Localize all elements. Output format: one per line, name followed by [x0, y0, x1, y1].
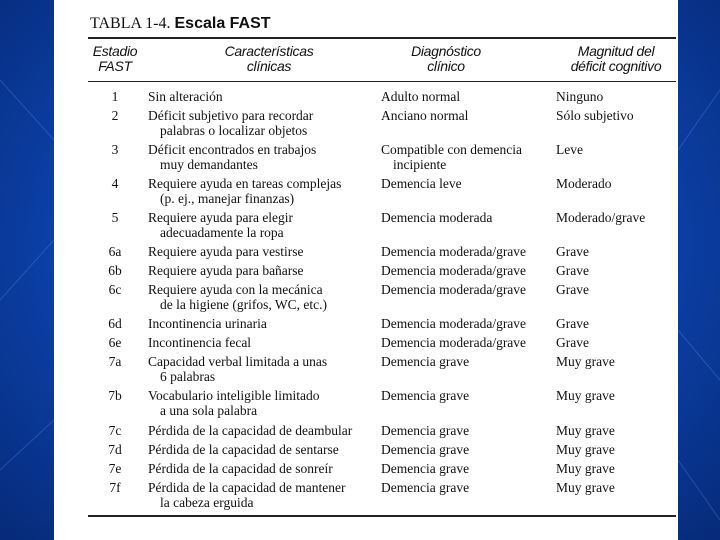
features-cell: Vocabulario inteligible limitado a una sola palabra [148, 388, 320, 418]
stage-cell: 7f [109, 480, 121, 495]
diagnosis-cell: Adulto normal [381, 89, 461, 104]
table-caption [90, 15, 271, 33]
diagnosis-cell: Demencia grave [381, 480, 470, 495]
features-cell: Déficit subjetivo para recordar palabras o localizar objetos [148, 108, 314, 138]
header-deficit: Magnitud del déficit cognitivo [570, 43, 662, 74]
features-cell: Déficit encontrados en trabajos muy demandantes [148, 142, 317, 172]
deficit-cell: Ninguno [556, 89, 604, 104]
diagnosis-cell: Demencia grave [381, 442, 470, 457]
stage-cell: 6c [108, 282, 122, 297]
caption-prefix: TABLA 1-4. [90, 15, 171, 32]
diagnosis-cell: Anciano normal [381, 108, 469, 123]
scanned-table-page [54, 0, 678, 540]
stage-cell: 7c [108, 423, 122, 438]
features-cell: Pérdida de la capacidad de sentarse [148, 442, 339, 457]
header-stage: Estadio FAST [92, 43, 138, 74]
deficit-cell: Moderado/grave [556, 210, 646, 225]
stage-cell: 6d [108, 316, 122, 331]
stage-cell: 7b [108, 388, 122, 403]
features-cell: Sin alteración [148, 89, 223, 104]
diagnosis-cell: Demencia moderada/grave [381, 335, 527, 350]
header-diagnosis: Diagnóstico clínico [411, 43, 481, 74]
diagnosis-cell: Demencia moderada/grave [381, 244, 527, 259]
features-cell: Requiere ayuda para bañarse [148, 263, 304, 278]
diagnosis-cell: Compatible con demencia incipiente [381, 142, 522, 172]
features-cell: Incontinencia urinaria [148, 316, 267, 331]
diagnosis-cell: Demencia moderada/grave [381, 263, 527, 278]
deficit-cell: Leve [556, 142, 583, 157]
deficit-cell: Grave [556, 335, 589, 350]
stage-cell: 6b [108, 263, 122, 278]
deficit-cell: Grave [556, 263, 589, 278]
features-cell: Pérdida de la capacidad de sonreír [148, 461, 333, 476]
deficit-cell: Muy grave [556, 480, 615, 495]
stage-cell: 7e [108, 461, 122, 476]
stage-cell: 6e [108, 335, 122, 350]
features-cell: Requiere ayuda en tareas complejas (p. ej., manejar finanzas) [148, 176, 342, 206]
features-cell: Requiere ayuda para elegir adecuadamente la ropa [148, 210, 294, 240]
stage-cell: 4 [111, 176, 119, 191]
features-cell: Pérdida de la capacidad de mantener la cabeza erguida [148, 480, 346, 510]
diagnosis-cell: Demencia moderada [381, 210, 493, 225]
diagnosis-cell: Demencia grave [381, 388, 470, 403]
header-features: Características clínicas [224, 43, 314, 74]
deficit-cell: Grave [556, 244, 589, 259]
features-cell: Requiere ayuda con la mecánica de la higiene (grifos, WC, etc.) [148, 282, 327, 312]
stage-cell: 3 [111, 142, 119, 157]
diagnosis-cell: Demencia moderada/grave [381, 316, 527, 331]
features-cell: Pérdida de la capacidad de deambular [148, 423, 353, 438]
deficit-cell: Grave [556, 282, 589, 297]
bottom-rule [88, 515, 676, 517]
deficit-cell: Muy grave [556, 442, 615, 457]
stage-cell: 6a [108, 244, 122, 259]
diagnosis-cell: Demencia grave [381, 461, 470, 476]
stage-cell: 2 [111, 108, 119, 123]
stage-cell: 7a [108, 354, 122, 369]
deficit-cell: Muy grave [556, 354, 615, 369]
deficit-cell: Sólo subjetivo [556, 108, 634, 123]
diagnosis-cell: Demencia grave [381, 354, 470, 369]
diagnosis-cell: Demencia leve [381, 176, 462, 191]
deficit-cell: Muy grave [556, 388, 615, 403]
caption-title: Escala FAST [174, 15, 271, 32]
diagnosis-cell: Demencia grave [381, 423, 470, 438]
stage-cell: 1 [111, 89, 119, 104]
top-rule [88, 37, 676, 39]
deficit-cell: Muy grave [556, 461, 615, 476]
deficit-cell: Moderado [556, 176, 612, 191]
stage-cell: 5 [111, 210, 119, 225]
header-rule [88, 81, 676, 82]
diagnosis-cell: Demencia moderada/grave [381, 282, 527, 297]
deficit-cell: Grave [556, 316, 589, 331]
features-cell: Requiere ayuda para vestirse [148, 244, 304, 259]
deficit-cell: Muy grave [556, 423, 615, 438]
features-cell: Capacidad verbal limitada a unas 6 palabras [148, 354, 328, 384]
stage-cell: 7d [108, 442, 122, 457]
features-cell: Incontinencia fecal [148, 335, 252, 350]
